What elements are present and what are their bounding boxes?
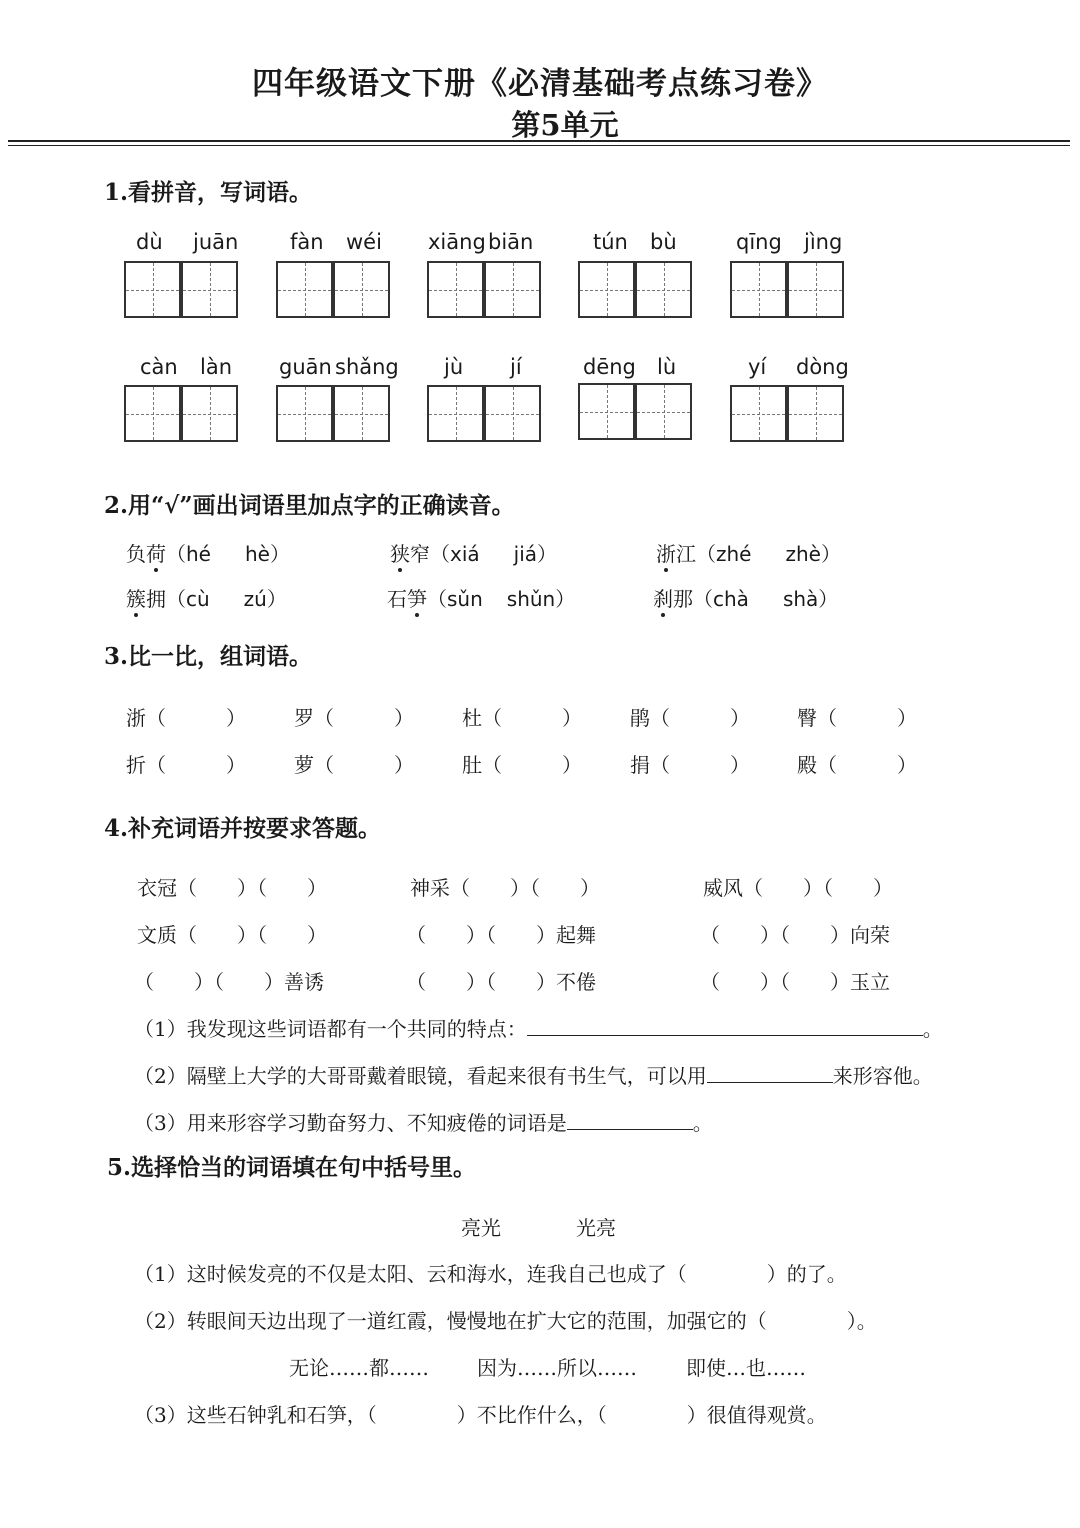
option[interactable]: jiá	[513, 542, 538, 566]
word-blank[interactable]: 肚（ ）	[462, 753, 582, 777]
pinyin: guān	[279, 355, 332, 379]
idiom-blank[interactable]: 神采（ ）（ ）	[410, 876, 600, 900]
pinyin: yí	[748, 355, 767, 379]
option[interactable]: chà	[713, 587, 749, 611]
idiom-blank[interactable]: 文质（ ）（ ）	[137, 923, 327, 947]
pinyin: lù	[657, 355, 677, 379]
writing-grid[interactable]	[578, 261, 692, 318]
pinyin: fàn	[290, 230, 324, 254]
pinyin: qīng	[736, 230, 782, 254]
pinyin: càn	[140, 355, 178, 379]
option[interactable]: shà	[782, 587, 819, 611]
pinyin: jù	[444, 355, 464, 379]
pinyin: dēng	[583, 355, 636, 379]
word-choice: 无论……都……	[289, 1356, 429, 1380]
answer-line[interactable]	[707, 1064, 833, 1083]
word-choice: 即使…也……	[686, 1356, 806, 1380]
idiom-blank[interactable]: （ ）（ ）善诱	[134, 970, 324, 994]
header-rule-thick	[8, 140, 1070, 142]
q1-heading: 1.看拼音，写词语。	[104, 179, 313, 206]
answer-line[interactable]	[567, 1111, 693, 1130]
pinyin: dòng	[796, 355, 849, 379]
header-rule-thin	[8, 145, 1070, 146]
writing-grid[interactable]	[276, 385, 390, 442]
option[interactable]: zhè	[785, 542, 821, 566]
q3-heading: 3.比一比，组词语。	[104, 643, 313, 670]
writing-grid[interactable]	[578, 383, 692, 440]
option[interactable]: sǔn	[447, 587, 483, 611]
q5-sentence-3[interactable]: （3）这些石钟乳和石笋，（ ）不比作什么，（ ）很值得观赏。	[134, 1403, 827, 1427]
option[interactable]: hè	[244, 542, 270, 566]
pinyin: tún	[593, 230, 628, 254]
idiom-blank[interactable]: 衣冠（ ）（ ）	[137, 876, 327, 900]
writing-grid[interactable]	[427, 261, 541, 318]
word-blank[interactable]: 殿（ ）	[797, 753, 917, 777]
word-choice: 亮光	[461, 1216, 501, 1240]
option[interactable]: cù	[186, 587, 210, 611]
pinyin: làn	[200, 355, 233, 379]
q4-sentence-3: （3）用来形容学习勤奋努力、不知疲倦的词语是 。	[134, 1111, 713, 1135]
pinyin: jìng	[804, 230, 843, 254]
option[interactable]: zhé	[716, 542, 752, 566]
q4-sentence-1: （1）我发现这些词语都有一个共同的特点： 。	[134, 1017, 943, 1041]
word-blank[interactable]: 折（ ）	[126, 753, 246, 777]
word-blank[interactable]: 捐（ ）	[630, 753, 750, 777]
writing-grid[interactable]	[124, 261, 238, 318]
reading-choice-item: 簇拥（cù zú）	[126, 583, 287, 612]
pinyin: biān	[488, 230, 534, 254]
pinyin: wéi	[346, 230, 382, 254]
reading-choice-item: 浙江（zhé zhè）	[656, 538, 841, 567]
idiom-blank[interactable]: （ ）（ ）向荣	[700, 923, 890, 947]
q5-sentence-1[interactable]: （1）这时候发亮的不仅是太阳、云和海水，连我自己也成了（ ）的了。	[134, 1262, 847, 1286]
reading-choice-item: 负荷（hé hè）	[126, 538, 290, 567]
page-title: 四年级语文下册《必清基础考点练习卷》	[252, 66, 828, 102]
word-blank[interactable]: 臀（ ）	[797, 706, 917, 730]
answer-line[interactable]	[527, 1017, 923, 1036]
word-choice: 因为……所以……	[477, 1356, 637, 1380]
q4-sentence-2: （2）隔壁上大学的大哥哥戴着眼镜，看起来很有书生气，可以用 来形容他。	[134, 1064, 933, 1088]
writing-grid[interactable]	[730, 261, 844, 318]
reading-choice-item: 刹那（chà shà）	[653, 583, 838, 612]
option[interactable]: xiá	[450, 542, 480, 566]
option[interactable]: shǔn	[506, 587, 556, 611]
idiom-blank[interactable]: 威风（ ）（ ）	[703, 876, 893, 900]
word-choice: 光亮	[576, 1216, 616, 1240]
idiom-blank[interactable]: （ ）（ ）不倦	[406, 970, 596, 994]
pinyin: juān	[193, 230, 239, 254]
word-blank[interactable]: 杜（ ）	[462, 706, 582, 730]
pinyin: shǎng	[335, 355, 399, 379]
option[interactable]: hé	[186, 542, 211, 566]
option[interactable]: zú	[243, 587, 267, 611]
q5-sentence-2[interactable]: （2）转眼间天边出现了一道红霞，慢慢地在扩大它的范围，加强它的（ ）。	[134, 1309, 877, 1333]
unit-subtitle: 第5单元	[511, 108, 619, 142]
writing-grid[interactable]	[276, 261, 390, 318]
pinyin: jí	[510, 355, 522, 379]
word-blank[interactable]: 罗（ ）	[294, 706, 414, 730]
reading-choice-item: 狭窄（xiá jiá）	[390, 538, 557, 567]
q5-heading: 5.选择恰当的词语填在句中括号里。	[107, 1154, 477, 1181]
writing-grid[interactable]	[730, 385, 844, 442]
word-blank[interactable]: 鹃（ ）	[630, 706, 750, 730]
pinyin: xiāng	[428, 230, 486, 254]
writing-grid[interactable]	[427, 385, 541, 442]
idiom-blank[interactable]: （ ）（ ）玉立	[700, 970, 890, 994]
word-blank[interactable]: 浙（ ）	[126, 706, 246, 730]
q4-heading: 4.补充词语并按要求答题。	[104, 815, 382, 842]
q2-heading: 2.用“√”画出词语里加点字的正确读音。	[104, 492, 515, 519]
reading-choice-item: 石笋（sǔn shǔn）	[387, 583, 575, 612]
writing-grid[interactable]	[124, 385, 238, 442]
pinyin: dù	[136, 230, 163, 254]
idiom-blank[interactable]: （ ）（ ）起舞	[406, 923, 596, 947]
word-blank[interactable]: 萝（ ）	[294, 753, 414, 777]
pinyin: bù	[650, 230, 677, 254]
